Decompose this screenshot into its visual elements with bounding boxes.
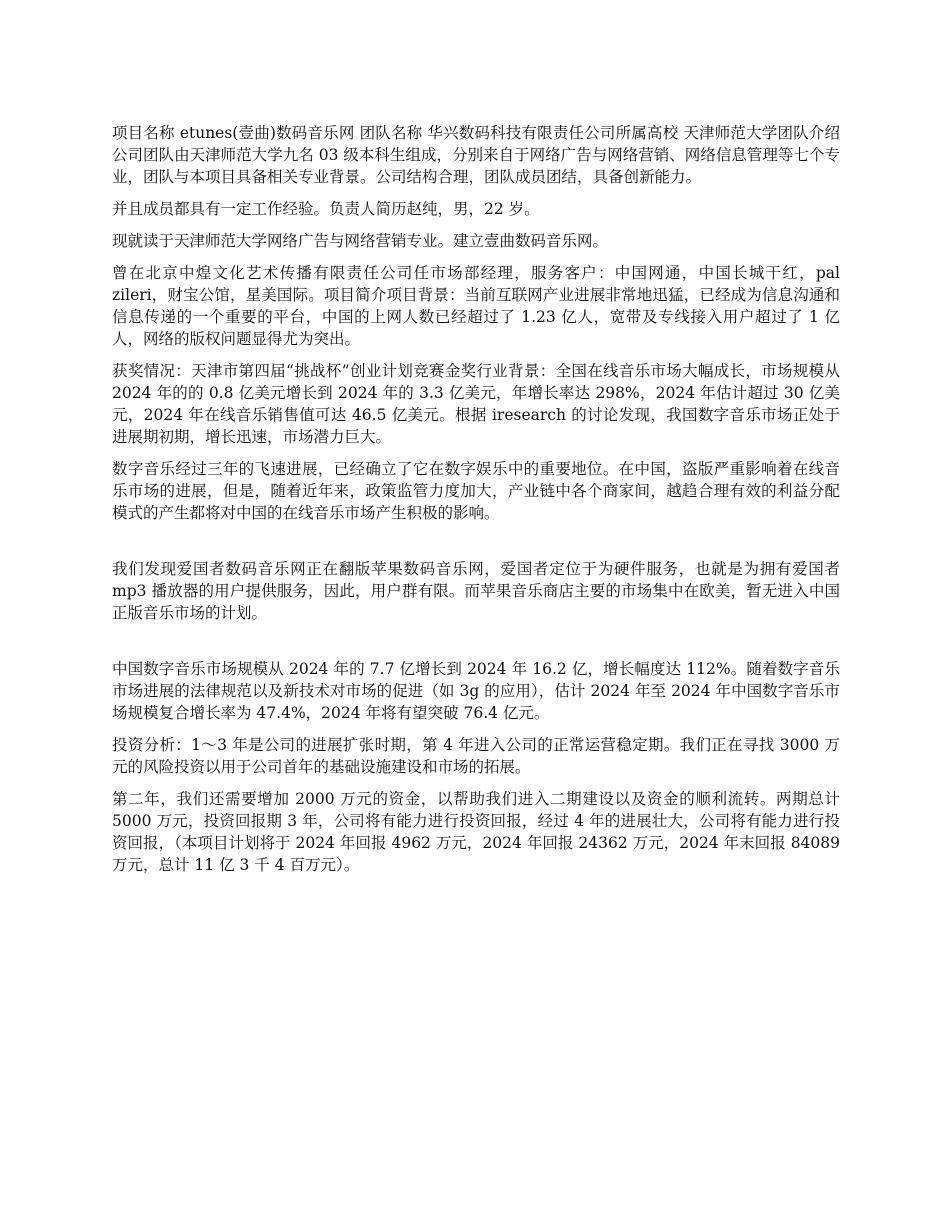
paragraph-awards-industry: 获奖情况：天津市第四届“挑战杯”创业计划竞赛金奖行业背景：全国在线音乐市场大幅成长，市场规模从 2024 年的的 0.8 亿美元增长到 2024 年的 3.3 亿美元，年增长率达 298%，2024 年估计超过 30 亿美元，2024 年在线音乐销售值可达 46.5 亿美元。根据 iresearch 的讨论发现，我国数字音乐市场正处于进展期初期，增长迅速，市场潜力巨大。 (112, 362, 840, 446)
paragraph-investment-return: 第二年，我们还需要增加 2000 万元的资金，以帮助我们进入二期建设以及资金的顺利流转。两期总计 5000 万元，投资回报期 3 年，公司将有能力进行投资回报，经过 4 年的进展壮大，公司将有能力进行投资回报，（本项目计划将于 2024 年回报 4962 万元，2024 年回报 24362 万元，2024 年末回报 84089 万元，总计 11 亿 3 千 4 百万元）。 (112, 790, 840, 874)
document-body (112, 122, 840, 886)
paragraph-leader-resume: 并且成员都具有一定工作经验。负责人简历赵纯，男，22 岁。 (112, 200, 540, 218)
paragraph-competitors: 我们发现爱国者数码音乐网正在翻版苹果数码音乐网，爱国者定位于为硬件服务，也就是为拥有爱国者 mp3 播放器的用户提供服务，因此，用户群有限。而苹果音乐商店主要的市场集中在欧美，暂无进入中国正版音乐市场的计划。 (112, 560, 840, 622)
paragraph-leader-study: 现就读于天津师范大学网络广告与网络营销专业。建立壹曲数码音乐网。 (112, 232, 609, 250)
paragraph-project-team: 项目名称 etunes(壹曲)数码音乐网 团队名称 华兴数码科技有限责任公司所属高校 天津师范大学团队介绍公司团队由天津师范大学九名 03 级本科生组成，分别来自于网络广告与网络营销、网络信息管理等七个专业，团队与本项目具备相关专业背景。公司结构合理，团队成员团结，具备创新能力。 (112, 124, 840, 186)
paragraph-gap (112, 534, 840, 558)
paragraph-digital-music-status: 数字音乐经过三年的飞速进展，已经确立了它在数字娱乐中的重要地位。在中国，盗版严重影响着在线音乐市场的进展，但是，随着近年来，政策监管力度加大，产业链中各个商家间，越趋合理有效的利益分配模式的产生都将对中国的在线音乐市场产生积极的影响。 (112, 460, 840, 522)
paragraph-investment-analysis: 投资分析：1～3 年是公司的进展扩张时期，第 4 年进入公司的正常运营稳定期。我们正在寻找 3000 万元的风险投资以用于公司首年的基础设施建设和市场的拓展。 (112, 736, 840, 776)
paragraph-gap (112, 634, 840, 658)
paragraph-market-size: 中国数字音乐市场规模从 2024 年的 7.7 亿增长到 2024 年 16.2 亿，增长幅度达 112%。随着数字音乐市场进展的法律规范以及新技术对市场的促进（如 3g 的应用），估计 2024 年至 2024 年中国数字音乐市场规模复合增长率为 47.4%，2024 年将有望突破 76.4 亿元。 (112, 660, 840, 722)
paragraph-experience-background: 曾在北京中煌文化艺术传播有限责任公司任市场部经理，服务客户：中国网通，中国长城干红，pal zileri，财宝公馆，星美国际。项目简介项目背景：当前互联网产业进展非常地迅猛，已经成为信息沟通和信息传递的一个重要的平台，中国的上网人数已经超过了 1.23 亿人，宽带及专线接入用户超过了 1 亿人，网络的版权问题显得尤为突出。 (112, 264, 840, 348)
